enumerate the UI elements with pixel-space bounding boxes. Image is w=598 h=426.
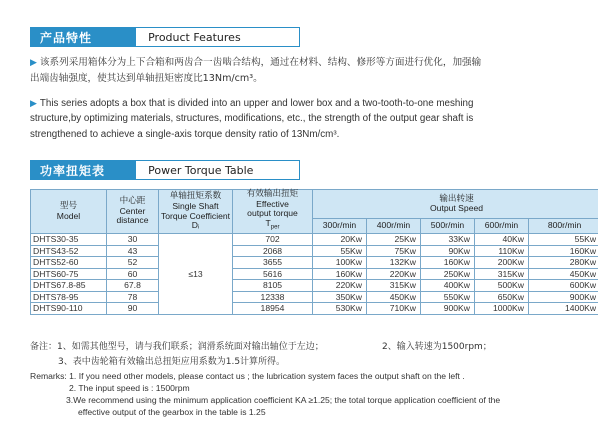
power-cell: 1400Kw: [529, 303, 598, 315]
power-cell: 350Kw: [313, 291, 367, 303]
speed-header-1: 400r/min: [367, 219, 421, 234]
center-distance-cell: 78: [107, 291, 159, 303]
power-torque-table: [30, 189, 598, 315]
power-cell: 160Kw: [313, 268, 367, 280]
speed-header-2: 500r/min: [421, 219, 475, 234]
col-header-effective-torque: 有效输出扭矩 Effective output torque $T_{per}$: [233, 190, 313, 234]
remark-line-2: 2. The input speed is : 1500rpm: [69, 383, 190, 393]
features-en-line-3: strengthened to achieve a single-axis torque density ratio of 13Nm/cm³.: [30, 128, 340, 140]
torque-cell: 702: [233, 234, 313, 246]
torque-cell: 5616: [233, 268, 313, 280]
remark-line-1: Remarks: 1. If you need other models, please contact us ; the lubrication system faces the output shaft on the left .: [30, 371, 465, 381]
power-cell: 250Kw: [421, 268, 475, 280]
power-cell: 55Kw: [313, 245, 367, 257]
torque-cell: 2068: [233, 245, 313, 257]
table-row: [31, 291, 598, 303]
features-en-line-2: structure,by optimizing materials, structures, modifications, etc., the strength of the output gear shaft is: [30, 113, 474, 125]
features-cn-paragraph: [30, 55, 595, 87]
torque-cell: 18954: [233, 303, 313, 315]
table-row: [31, 303, 598, 315]
power-cell: 710Kw: [367, 303, 421, 315]
center-distance-cell: 30: [107, 234, 159, 246]
notes-cn-line-1: [30, 339, 324, 352]
table-row: [31, 234, 598, 246]
power-cell: 100Kw: [313, 257, 367, 269]
power-cell: 400Kw: [421, 280, 475, 292]
power-cell: 160Kw: [529, 245, 598, 257]
product-features-header: [30, 27, 300, 47]
table-row: [31, 268, 598, 280]
note-2: 2、输入转速为1500rpm；: [382, 342, 492, 352]
power-torque-header: [30, 160, 300, 180]
power-cell: 530Kw: [313, 303, 367, 315]
features-cn-line-1: 该系列采用箱体分为上下合箱和两齿合一齿啮合结构，通过在材料、结构、修形等方面进行优化，加强输: [39, 57, 482, 68]
table-row: [31, 257, 598, 269]
center-distance-cell: 52: [107, 257, 159, 269]
note-3: 3、表中齿轮箱有效输出总扭矩应用系数为1.5计算所得。: [58, 357, 286, 367]
power-cell: 900Kw: [421, 303, 475, 315]
torque-coefficient-cell: ≤13: [159, 234, 233, 315]
power-cell: 160Kw: [421, 257, 475, 269]
power-cell: 500Kw: [475, 280, 529, 292]
model-cell: DHTS60-75: [31, 268, 107, 280]
power-torque-title-cn: 功率扭矩表: [30, 160, 136, 180]
model-cell: DHTS30-35: [31, 234, 107, 246]
power-cell: 450Kw: [367, 291, 421, 303]
power-cell: 550Kw: [421, 291, 475, 303]
center-distance-cell: 60: [107, 268, 159, 280]
product-features-title-cn: 产品特性: [30, 27, 136, 47]
remark-line-3: 3.We recommend using the minimum application coefficient KA ≥1.25; the total torque application coefficient of the: [66, 395, 501, 405]
triangle-bullet-icon: ▶: [30, 58, 37, 68]
power-cell: 280Kw: [529, 257, 598, 269]
speed-header-4: 800r/min: [529, 219, 598, 234]
center-distance-cell: 90: [107, 303, 159, 315]
col-header-center-distance: 中心距 Center distance: [107, 190, 159, 234]
power-cell: 315Kw: [475, 268, 529, 280]
power-cell: 40Kw: [475, 234, 529, 246]
power-torque-title-en: Power Torque Table: [136, 160, 300, 180]
col-header-torque-coefficient: 单轴扭矩系数 Single Shaft Torque Coefficient Dᵢ: [159, 190, 233, 234]
power-cell: 200Kw: [475, 257, 529, 269]
power-cell: 1000Kw: [475, 303, 529, 315]
power-cell: 20Kw: [313, 234, 367, 246]
notes-label: 备注：: [30, 342, 58, 352]
center-distance-cell: 67.8: [107, 280, 159, 292]
power-cell: 132Kw: [367, 257, 421, 269]
power-cell: 90Kw: [421, 245, 475, 257]
table-row: [31, 245, 598, 257]
model-cell: DHTS90-110: [31, 303, 107, 315]
note-1: 1、如需其他型号，请与我们联系；润滑系统面对输出轴位于左边；: [57, 342, 324, 352]
power-cell: 75Kw: [367, 245, 421, 257]
product-features-title-en: Product Features: [136, 27, 300, 47]
model-cell: DHTS78-95: [31, 291, 107, 303]
features-en-paragraph: [30, 96, 595, 142]
power-cell: 900Kw: [529, 291, 598, 303]
speed-header-3: 600r/min: [475, 219, 529, 234]
power-cell: 315Kw: [367, 280, 421, 292]
torque-cell: 3655: [233, 257, 313, 269]
power-cell: 450Kw: [529, 268, 598, 280]
features-en-line-1: This series adopts a box that is divided into an upper and lower box and a two-tooth-to-one meshing: [39, 98, 474, 109]
power-cell: 650Kw: [475, 291, 529, 303]
power-cell: 110Kw: [475, 245, 529, 257]
triangle-bullet-icon: ▶: [30, 98, 37, 108]
torque-cell: 8105: [233, 280, 313, 292]
power-cell: 25Kw: [367, 234, 421, 246]
power-cell: 55Kw: [529, 234, 598, 246]
power-cell: 33Kw: [421, 234, 475, 246]
model-cell: DHTS43-52: [31, 245, 107, 257]
model-cell: DHTS67.8-85: [31, 280, 107, 292]
col-header-output-speed: 输出转速 Output Speed: [313, 190, 598, 219]
speed-header-0: 300r/min: [313, 219, 367, 234]
col-header-model: 型号 Model: [31, 190, 107, 234]
table-row: [31, 280, 598, 292]
center-distance-cell: 43: [107, 245, 159, 257]
power-cell: 220Kw: [313, 280, 367, 292]
power-cell: 220Kw: [367, 268, 421, 280]
features-cn-line-2: 出端齿轴强度，使其达到单轴扭矩密度比13Nm/cm³。: [30, 73, 263, 85]
remark-line-4: effective output of the gearbox in the table is 1.25: [78, 407, 266, 417]
torque-cell: 12338: [233, 291, 313, 303]
model-cell: DHTS52-60: [31, 257, 107, 269]
power-cell: 600Kw: [529, 280, 598, 292]
